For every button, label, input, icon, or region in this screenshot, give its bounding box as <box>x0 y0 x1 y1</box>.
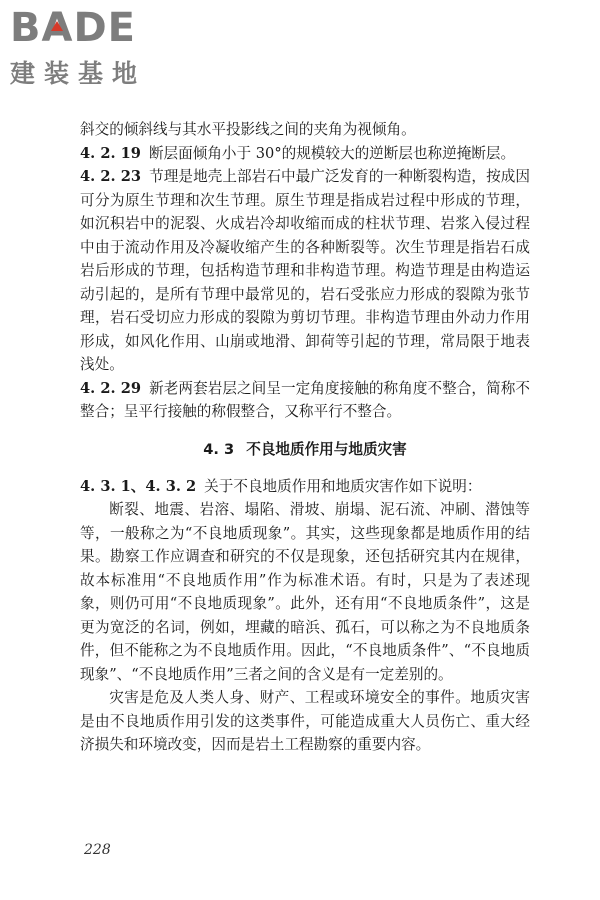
clause-4-2-29 <box>80 377 530 424</box>
paragraph-text: 灾害是危及人类人身、财产、工程或环境安全的事件。地质灾害是由不良地质作用引发的这类事件，可能造成重大人员伤亡、重大经济损失和环境改变，因而是岩土工程勘察的重要内容。 <box>80 689 530 753</box>
clause-number: 4. 2. 23 <box>80 168 142 185</box>
clause-text: 节理是地壳上部岩石中最广泛发育的一种断裂构造，按成因可分为原生节理和次生节理。原生节理是指成岩过程中形成的节理，如沉积岩中的泥裂、火成岩冷却收缩而成的柱状节理、岩浆入侵过程中由于流动作用及冷凝收缩产生的各种断裂等。次生节理是指岩石成岩后形成的节理，包括构造节理和非构造节理。构造节理是由构造运动引起的，是所有节理中最常见的，岩石受张应力形成的裂隙为张节理，岩石受切应力形成的裂隙为剪切节理。非构造节理由外动力作用形成，如风化作用、山崩或地滑、卸荷等引起的节理，常局限于地表浅处。 <box>80 168 530 373</box>
clause-4-3-1-4-3-2 <box>80 475 530 499</box>
clause-text: 新老两套岩层之间呈一定角度接触的称角度不整合，简称不整合；呈平行接触的称假整合，又称平行不整合。 <box>80 379 530 420</box>
section-heading <box>80 438 530 461</box>
section-number: 4. 3 <box>203 440 235 458</box>
logo-letters-de: DE <box>73 5 136 51</box>
paragraph-continuation <box>80 118 530 142</box>
clause-text: 关于不良地质作用和地质灾害作如下说明： <box>204 477 482 495</box>
bade-logo <box>10 5 180 90</box>
logo-wordmark <box>10 5 180 51</box>
logo-letter-a <box>41 5 74 51</box>
clause-text: 断层面倾角小于 30°的规模较大的逆断层也称逆掩断层。 <box>148 144 516 162</box>
clause-number: 4. 2. 29 <box>80 379 142 397</box>
clause-number: 4. 2. 19 <box>80 144 141 162</box>
paragraph-text: 断裂、地震、岩溶、塌陷、滑坡、崩塌、泥石流、冲刷、潜蚀等等，一般称之为“不良地质现象”。其实，这些现象都是地质作用的结果。勘察工作应调查和研究的不仅是现象，还包括研究其内在规律，故本标准用“不良地质作用”作为标准术语。有时，只是为了表述现象，则仍可用“不良地质现象”。此外，还有用“不良地质条件”，这是更为宽泛的名词，例如，埋藏的暗浜、孤石，可以称之为不良地质条件，但不能称之为不良地质作用。因此，“不良地质条件”、“不良地质现象”、“不良地质作用”三者之间的含义是有一定差别的。 <box>80 501 530 683</box>
logo-chinese-name: 建装基地 <box>10 59 147 88</box>
clause-4-2-23 <box>80 165 530 377</box>
logo-letter-b: B <box>10 5 42 51</box>
explanation-paragraph <box>80 686 530 757</box>
explanation-paragraph <box>80 498 530 686</box>
section-title: 不良地质作用与地质灾害 <box>246 440 407 458</box>
document-body <box>80 118 530 757</box>
paragraph-text: 斜交的倾斜线与其水平投影线之间的夹角为视倾角。 <box>80 121 416 138</box>
clause-number: 4. 3. 1、4. 3. 2 <box>80 477 197 495</box>
page-number: 228 <box>84 842 111 858</box>
logo-red-triangle-icon <box>51 21 63 31</box>
clause-4-2-19 <box>80 142 530 166</box>
logo-letter-a-text: A <box>41 5 74 51</box>
